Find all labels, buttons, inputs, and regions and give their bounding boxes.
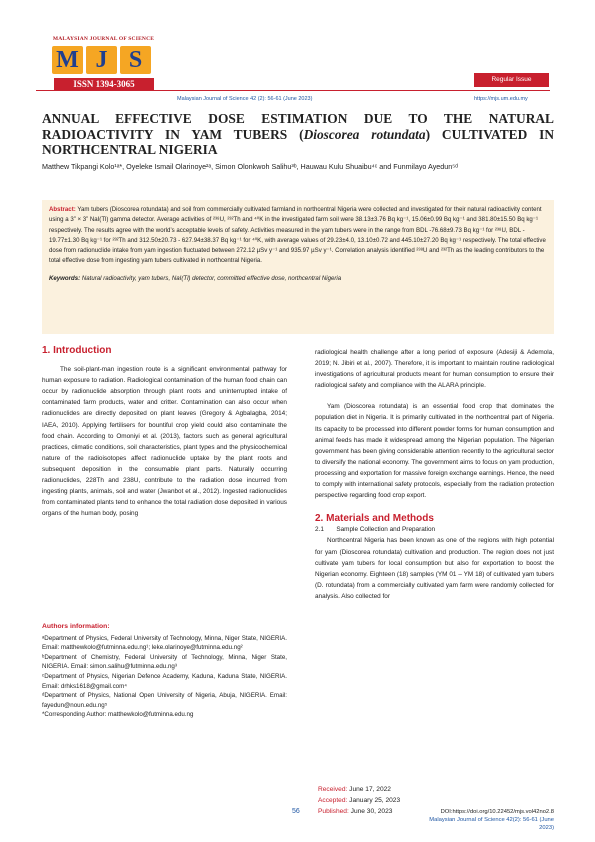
published-label: Published:: [318, 808, 349, 815]
accepted-value: January 25, 2023: [349, 797, 401, 804]
published-date: [318, 806, 400, 817]
footer-journal: Malaysian Journal of Science 42(2): 56-61 (June 2023): [429, 817, 554, 831]
affiliation-b: ᵇDepartment of Chemistry, Federal University of Technology, Minna, Niger State, NIGERIA. Email: simon.salihu@futminna.edu.ng³: [42, 653, 287, 671]
received-label: Received:: [318, 786, 348, 793]
title-part2: ) CULTIVATED IN NORTHCENTRAL NIGERIA: [42, 126, 554, 157]
abstract-label: Abstract:: [49, 206, 76, 213]
logo-top-text: MALAYSIAN JOURNAL OF SCIENCE: [52, 36, 155, 42]
abstract-body: [49, 205, 547, 267]
accepted-label: Accepted:: [318, 797, 348, 804]
methods-sub-num: 2.1: [315, 526, 324, 534]
logo-letter-j: J: [86, 46, 117, 74]
logo-letters: [52, 46, 151, 74]
journal-logo: [48, 32, 159, 92]
intro-heading: 1. Introduction: [42, 345, 112, 356]
logo-letter-s: S: [120, 46, 151, 74]
title-part1: ANNUAL EFFECTIVE DOSE ESTIMATION DUE TO THE NATURAL RADIOACTIVITY IN YAM TUBERS (: [42, 111, 554, 142]
regular-issue-badge: Regular Issue: [474, 73, 549, 87]
affiliation-c: ᶜDepartment of Physics, Nigerian Defence Academy, Kaduna, Kaduna State, NIGERIA. Email: drhks1618@gmail.com⁴: [42, 672, 287, 690]
doi-link[interactable]: DOI:https://doi.org/10.22452/mjs.vol42no2.8: [440, 809, 554, 815]
header-url-link[interactable]: https://mjs.um.edu.my: [474, 96, 528, 102]
intro-paragraph-2: Yam (Dioscorea rotundata) is an essential food crop that dominates the population diet in Nigeria. It is primarily cultivated in the northcentral part of Nigeria. Its capacity to be processed into different powder forms for human consumption and animal feeds has made it widespread among the Nigerian population. The Nigerian government has been giving considerable attention recently to the agricultural sector to diversify the national economy. The government aims to focus on yam production, processing and exportation for massive foreign exchange earnings. Hence, the need to comply with international safety protocols, especially from the radiation protection perspective regarding food crop export.: [315, 403, 554, 500]
received-value: June 17, 2022: [349, 786, 391, 793]
title-species: Dioscorea rotundata: [303, 126, 426, 142]
published-value: June 30, 2023: [350, 808, 393, 815]
methods-subheading: [315, 524, 554, 535]
keywords-text: Natural radioactivity, yam tubers, NaI(Tl) detector, committed effective dose, northcentral Nigeria: [81, 274, 342, 282]
keywords-label: Keywords:: [49, 274, 81, 282]
methods-sub-title: Sample Collection and Preparation: [336, 526, 436, 534]
affiliation-a: ᵃDepartment of Physics, Federal University of Technology, Minna, Niger State, NIGERIA. Email: matthewkolo@futminna.edu.ng¹; leke.olarinoye@futminna.edu.ng²: [42, 634, 287, 652]
left-column: [42, 345, 287, 519]
author-list: Matthew Tikpangi Kolo¹ᵃ*, Oyeleke Ismail Olarinoye²ᵃ, Simon Olonkwoh Salihu³ᵇ, Hauwau Kulu Shuaibu⁴ᶜ and Funmilayo Ayedun⁵ᵈ: [42, 162, 458, 171]
footer-doi: [420, 808, 554, 832]
right-column: [315, 347, 554, 602]
header-divider: [36, 90, 550, 91]
methods-heading: 2. Materials and Methods: [315, 513, 434, 525]
page-number: 56: [292, 808, 300, 815]
article-title: [42, 111, 554, 158]
author-info: [42, 622, 287, 720]
affiliation-d: ᵈDepartment of Physics, National Open University of Nigeria, Abuja, NIGERIA. Email: fayedun@noun.edu.ng⁵: [42, 692, 287, 709]
intro-paragraph-1: The soil-plant-man ingestion route is a significant environmental pathway for human exposure to radiation. Radiological contamination of the human food chain can occur by radionuclide absorption through plant roots and uninterrupted intake of contaminated farm products, water and critter. Contamination can also occur when radionuclides are directly deposited on plant leaves (Gregory & Agbalagba, 2014; IAEA, 2010). Applying fertilisers for bountiful crop yield could also contaminate the food chain. According to Omoniyi et al. (2013), factors such as general agricultural practices, climatic conditions, soil characteristics, plant types and the physicochemical nature of the radioisotopes affect radionuclide uptake by the plant roots and subsequent deposition in the consumable plant parts. Naturally occurring radionuclides, 228Th and 238U, contribute to the radiation dose incurred from ingesting plants, animals, soil and water (Jwanbot et al., 2012). Ingested radionuclides from contaminated plants tend to enhance the total radiation dose deposited in various organs of the human body, posing: [42, 366, 287, 518]
author-info-heading: Authors information:: [42, 623, 110, 630]
methods-paragraph-1: Northcentral Nigeria has been known as one of the regions with high potential for yam (Dioscorea rotundata) cultivation and production. The region does not just cultivate yam tubers for local consumption but also for exportation to boost the Nigerian economy. Eighteen (18) samples (YM 01 – YM 18) of cultivated yam tubers (D. rotundata) from a commercially cultivated yam farm were randomly collected for analysis. Also collected for: [315, 537, 554, 600]
received-date: [318, 784, 400, 795]
logo-letter-m: M: [52, 46, 83, 74]
abstract-text: Yam tubers (Dioscorea rotundata) and soil from commercially cultivated farmland in northcentral Nigeria were collected and investigated for their natural radioactivity content using a 3” × 3” NaI(Tl) gamma detector. Average activities of ²³⁸U, ²³²Th and ⁴⁰K in the investigated farm soil were 38.13±3.76 Bq kg⁻¹, 15.06±0.99 Bq kg⁻¹ and 381.80±15.50 Bq kg⁻¹ respectively. The results agree with the world’s acceptable levels of safety. Activities measured in the yam tubers were in the range from BDL -76.68±9.73 Bq kg⁻¹ for ²³⁸U, BDL - 19.77±1.30 Bq kg⁻¹ for ²³²Th and 312.50±20.73 - 627.94±38.37 Bq kg⁻¹ for ⁴⁰K, with average values of 29.23±4.0, 13.10±0.72 and 445.10±27.20 Bq kg⁻¹ respectively. The total effective dose from radionuclide intake from yam ingestion fluctuated between 272.12 µSv y⁻¹ and 935.97 µSv y⁻¹. Correlation analysis identified ²³⁸U and ²³²Th as the leading contributors to the total effective dose from ingesting yam tubers cultivated in northcentral Nigeria.: [49, 206, 546, 265]
keywords: [49, 274, 547, 284]
logo-issn: ISSN 1394-3065: [54, 78, 154, 90]
intro-paragraph-1-cont: radiological health challenge after a long period of exposure (Adesiji & Ademola, 2019; N. Jibiri et al., 2007). Therefore, it is important to maintain routine radiological investigations of agricultural products meant for human consumption to ensure their radiological safety and compliance with the ALARA principle.: [315, 349, 554, 390]
article-dates: [318, 784, 400, 817]
header-journal-ref: Malaysian Journal of Science 42 (2): 56-61 (June 2023): [177, 96, 313, 102]
accepted-date: [318, 795, 400, 806]
corresponding-author: *Corresponding Author: matthewkolo@futminna.edu.ng: [42, 711, 194, 719]
abstract-box: [42, 200, 554, 334]
